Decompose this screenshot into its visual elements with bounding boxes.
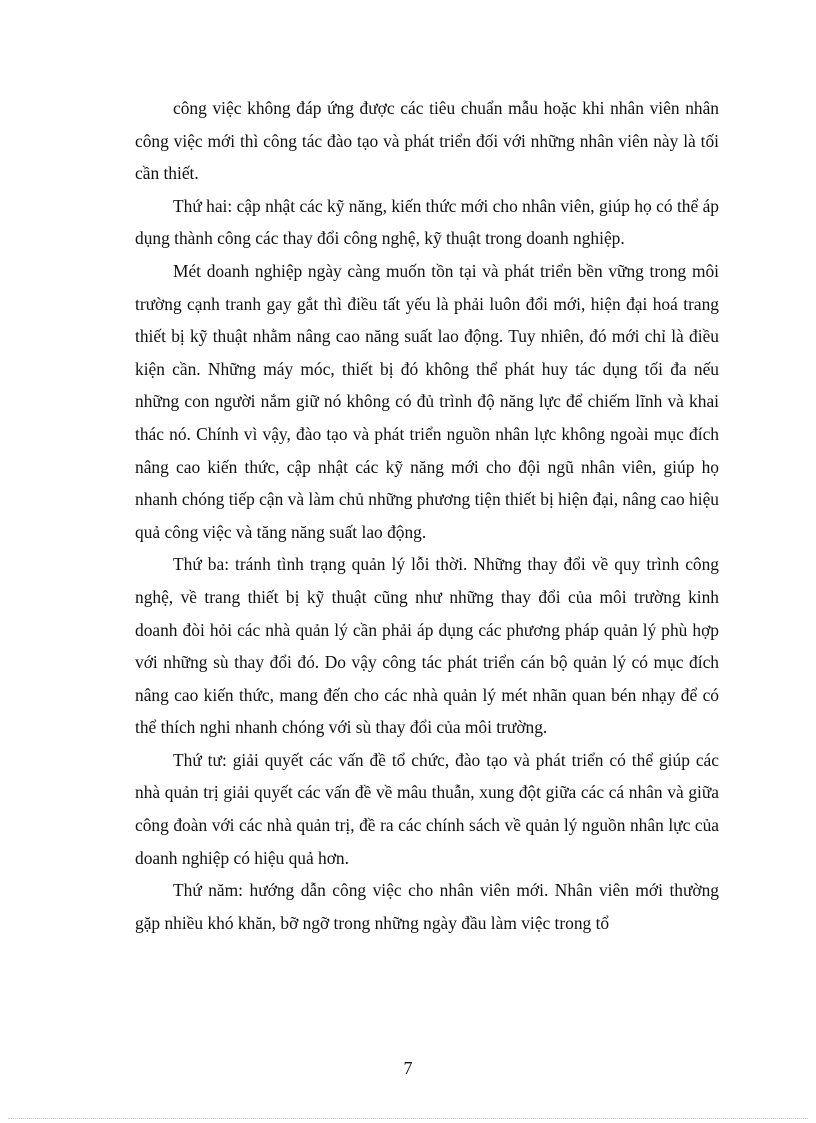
page-bottom-divider [8, 1118, 808, 1119]
paragraph-continuation: công việc không đáp ứng được các tiêu chuẩn mẫu hoặc khi nhân viên nhân công việc mới thì công tác đào tạo và phát triển đối với những nhân viên này là tối cần thiết. [135, 98, 719, 184]
paragraph-fifth-purpose: Thứ năm: hướng dẫn công việc cho nhân viên mới. Nhân viên mới thường gặp nhiều khó khăn, bỡ ngỡ trong những ngày đầu làm việc trong tổ [135, 880, 719, 933]
paragraph-fourth-purpose: Thứ tư: giải quyết các vấn đề tổ chức, đào tạo và phát triển có thể giúp các nhà quản trị giải quyết các vấn đề về mâu thuẫn, xung đột giữa các cá nhân và giữa công đoàn với các nhà quản trị, đề ra các chính sách về quản lý nguồn nhân lực của doanh nghiệp có hiệu quả hơn. [135, 749, 719, 868]
paragraph-third-purpose: Thứ ba: tránh tình trạng quản lý lỗi thời. Những thay đổi về quy trình công nghệ, về trang thiết bị kỹ thuật cũng như những thay đổi của môi trường kinh doanh đòi hỏi các nhà quản lý cần phải áp dụng các phương pháp quản lý phù hợp với những sù thay đổi đó. Do vậy công tác phát triển cán bộ quản lý có mục đích nâng cao kiến thức, mang đến cho các nhà quản lý mét nhãn quan bén nhạy để có thể thích nghi nhanh chóng với sù thay đổi của môi trường. [135, 554, 719, 738]
paragraph-modernization: Mét doanh nghiệp ngày càng muốn tồn tại và phát triển bền vững trong môi trường cạnh tranh gay gắt thì điều tất yếu là phải luôn đổi mới, hiện đại hoá trang thiết bị kỹ thuật nhằm nâng cao năng suất lao động. Tuy nhiên, đó mới chỉ là điều kiện cần. Những máy móc, thiết bị đó không thể phát huy tác dụng tối đa nếu những con người nắm giữ nó không có đủ trình độ năng lực để chiếm lĩnh và khai thác nó. Chính vì vậy, đào tạo và phát triển nguồn nhân lực không ngoài mục đích nâng cao kiến thức, cập nhật các kỹ năng mới cho đội ngũ nhân viên, giúp họ nhanh chóng tiếp cận và làm chủ những phương tiện thiết bị hiện đại, nâng cao hiệu quả công việc và tăng năng suất lao động. [135, 260, 719, 542]
paragraph-second-purpose: Thứ hai: cập nhật các kỹ năng, kiến thức mới cho nhân viên, giúp họ có thể áp dụng thành công các thay đổi công nghệ, kỹ thuật trong doanh nghiệp. [135, 195, 719, 249]
page-number: 7 [403, 1058, 413, 1078]
body-text [135, 92, 719, 939]
